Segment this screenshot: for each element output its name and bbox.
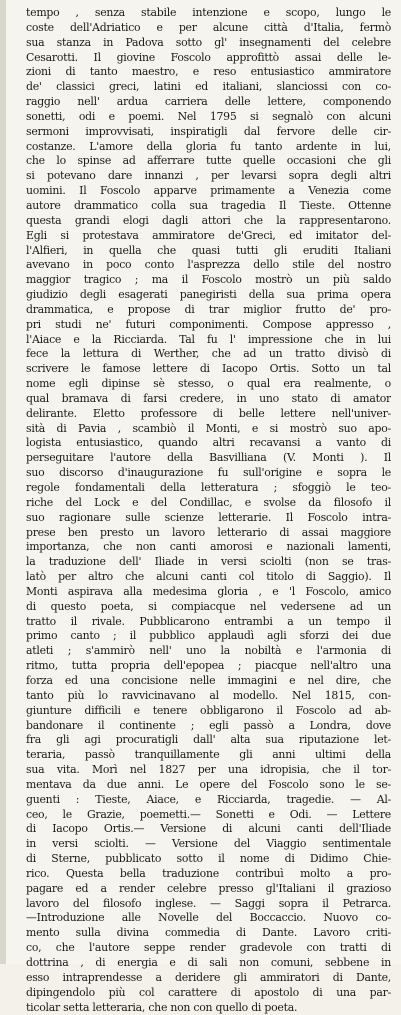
text-line: che lo spinse ad afferrare tutte quelle occasioni che gli: [26, 154, 391, 168]
text-line: teraria, passò tranquillamente gli anni ultimi della: [26, 748, 391, 762]
text-line: di Sterne, pubblicato sotto il nome di Didimo Chie-: [26, 852, 391, 866]
text-line: uomini. Il Foscolo apparve primamente a Venezia come: [26, 184, 391, 198]
text-line: riche del Lock e del Condillac, e svolse da filosofo il: [26, 495, 391, 509]
text-line: giudizio degli esagerati panegiristi della sua prima opera: [26, 288, 391, 302]
text-line: suo discorso d'inaugurazione fu sull'origine e sopra le: [26, 466, 391, 480]
text-line: la traduzione dell' Iliade in versi sciolti (non se tras-: [26, 555, 391, 569]
text-line: logista entusiastico, quando altri recavansi a vanto di: [26, 436, 391, 450]
text-line: bandonare il continente ; egli passò a Londra, dove: [26, 718, 391, 732]
text-line: guenti : Tieste, Aiace, e Ricciarda, tragedie. — Al-: [26, 792, 391, 806]
text-line: dottrina , di energia e di sali non comuni, sebbene in: [26, 956, 391, 969]
text-line: sità di Pavia , scambiò il Monti, e si mostrò suo apo-: [26, 421, 391, 435]
page-text: [26, 6, 391, 1015]
text-line: tempo , senza stabile intenzione e scopo, lungo le: [26, 6, 391, 19]
text-line: rico. Questa bella traduzione contribuì molto a pro-: [26, 866, 391, 880]
text-line: di questo poeta, si compiacque nel vedersene ad un: [26, 599, 391, 613]
text-line: raggio nell' ardua carriera delle lettere, componendo: [26, 95, 391, 109]
text-line: suo ragionare sulle scienze letterarie. Il Foscolo intra-: [26, 510, 391, 524]
text-line: fece la lettura di Werther, che ad un tratto divisò di: [26, 347, 391, 361]
text-line: latò per altro che alcuni canti col titolo di Saggio). Il: [26, 570, 391, 584]
text-line: tratto il rivale. Pubblicarono entrambi a un tempo il: [26, 614, 391, 628]
text-line: fra gli agi procuratigli dall' alta sua riputazione let-: [26, 733, 391, 747]
text-line: delirante. Eletto professore di belle lettere nell'univer-: [26, 406, 391, 420]
text-line: mentava da due anni. Le opere del Foscolo sono le se-: [26, 777, 391, 791]
text-line: —Introduzione alle Novelle del Boccaccio. Nuovo co-: [26, 911, 391, 925]
text-line: esso intraprendesse a deridere gli ammiratori di Dante,: [26, 970, 391, 984]
text-line: sonetti, odi e poemi. Nel 1795 si segnalò con alcuni: [26, 109, 391, 123]
text-line: drammatica, e propose di trar miglior frutto de' pro-: [26, 302, 391, 316]
text-line: perseguitare l'autore della Basvilliana (V. Monti ). Il: [26, 451, 391, 465]
text-line: pagare ed a render celebre presso gl'Italiani il grazioso: [26, 881, 391, 895]
text-line: tanto più lo ravvicinavano al modello. Nel 1815, con-: [26, 688, 391, 702]
text-line: coste dell'Adriatico e per alcune città d'Italia, fermò: [26, 20, 391, 34]
text-line: dipingendolo più col carattere di apostolo di una par-: [26, 985, 391, 999]
text-line: avevano in poco conto l'asprezza dello stile del nostro: [26, 258, 391, 272]
text-line: qual bramava di farsi credere, in uno stato di amator: [26, 391, 391, 405]
text-line: Egli si protestava ammiratore de'Greci, ed imitator del-: [26, 228, 391, 242]
text-line: l'Alfieri, in quella che quasi tutti gli eruditi Italiani: [26, 243, 391, 257]
page-edge: [0, 0, 6, 964]
text-line: scrivere le famose lettere di Iacopo Ortis. Sotto un tal: [26, 362, 391, 376]
text-line: ceo, le Grazie, poemetti.— Sonetti e Odi. — Lettere: [26, 807, 391, 821]
text-line: pri studi ne' futuri componimenti. Compose appresso ,: [26, 317, 391, 331]
text-line: mento sulla divina commedia di Dante. Lavoro criti-: [26, 926, 391, 940]
text-line: primo canto ; il pubblico applaudì agli sforzi dei due: [26, 629, 391, 643]
text-line: atleti ; s'ammirò nell' uno la nobiltà e l'armonia di: [26, 644, 391, 658]
text-line: sua stanza in Padova sotto gl' insegnamenti del celebre: [26, 35, 391, 49]
text-line: Monti aspirava alla medesima gloria , e 'l Foscolo, amico: [26, 584, 391, 598]
text-line: importanza, che non canti amorosi e nazionali lamenti,: [26, 540, 391, 554]
text-line: prese ben presto un lavoro letterario di assai maggiore: [26, 525, 391, 539]
text-line: autore drammatico colla sua tragedia Il Tieste. Ottenne: [26, 198, 391, 212]
text-line: sermoni improvvisati, inspiratigli dal fervore delle cir-: [26, 124, 391, 138]
text-line: nome egli dipinse sè stesso, o qual era realmente, o: [26, 377, 391, 391]
text-line: maggior tragico ; ma il Foscolo mostrò un più saldo: [26, 273, 391, 287]
text-line: co, che l'autore seppe render gradevole con tratti di: [26, 941, 391, 955]
text-line: ticolar setta letteraria, che non con quello di poeta.: [26, 1000, 298, 1014]
text-line: forza ed una concisione nelle immagini e nel dire, che: [26, 673, 391, 687]
text-line: Cesarotti. Il giovine Foscolo approfittò assai delle le-: [26, 50, 391, 64]
text-line: regole fondamentali della letteratura ; sfoggiò le teo-: [26, 481, 391, 494]
text-line: sua vita. Morì nel 1827 per una idropisia, che il tor-: [26, 763, 391, 777]
text-line: questa grandi elogi dagli attori che la rappresentarono.: [26, 213, 391, 227]
text-line: lavoro del filosofo inglese. — Saggi sopra il Petrarca.: [26, 896, 391, 910]
text-line: si potevano dare innanzi , per levarsi sopra degli altri: [26, 169, 391, 183]
text-line: zioni di tanto maestro, e reso entusiastico ammiratore: [26, 65, 391, 79]
text-line: ritmo, tutta propria dell'epopea ; piacque nell'altro una: [26, 659, 391, 673]
text-line: di Iacopo Ortis.— Versione di alcuni canti dell'Iliade: [26, 822, 391, 836]
text-line: l'Aiace e la Ricciarda. Tal fu l' impressione che in lui: [26, 332, 391, 346]
text-line: giunture difficili e tenere obbligarono il Foscolo ad ab-: [26, 703, 391, 717]
text-line: in versi sciolti. — Versione del Viaggio sentimentale: [26, 837, 391, 851]
text-line: costanze. L'amore della gloria fu tanto ardente in lui,: [26, 139, 391, 153]
text-line: de' classici greci, latini ed italiani, slanciossi con co-: [26, 80, 391, 94]
